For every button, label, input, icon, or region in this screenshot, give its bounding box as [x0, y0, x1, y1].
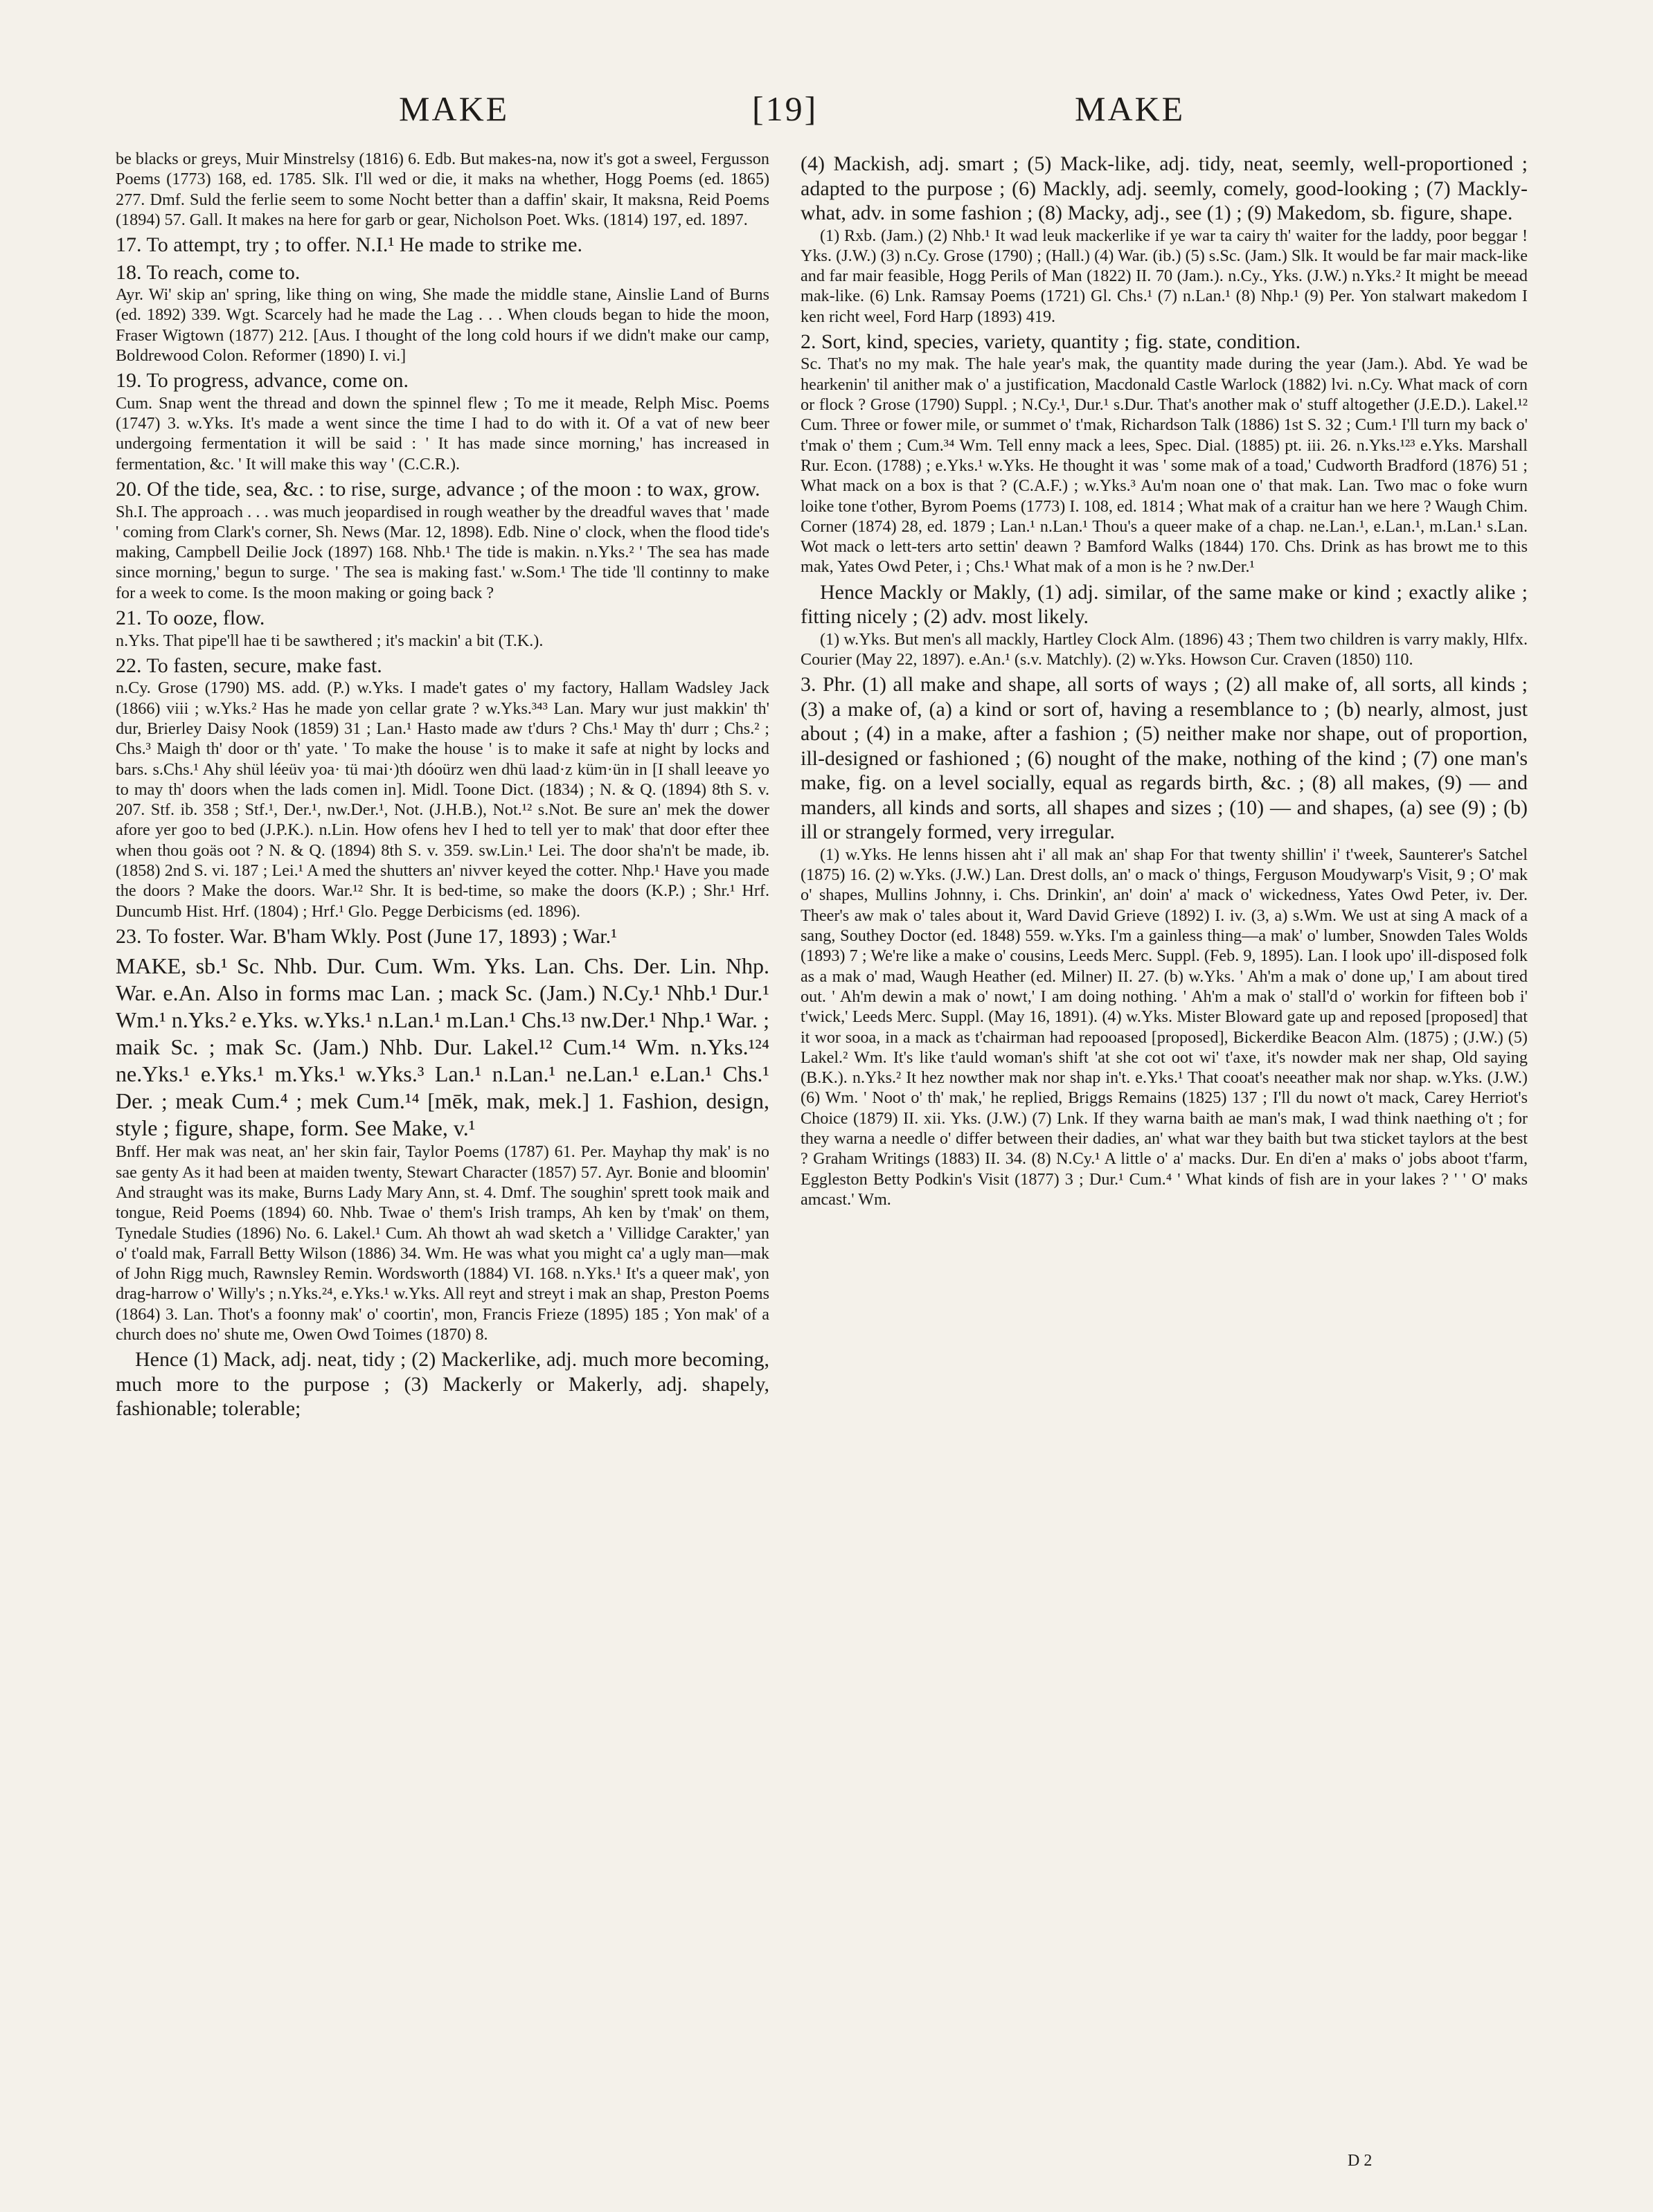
left-column — [116, 149, 769, 2157]
headword-entry: MAKE, sb.¹ Sc. Nhb. Dur. Cum. Wm. Yks. Lan. Chs. Der. Lin. Nhp. War. e.An. Also in forms mac Lan. ; mack Sc. (Jam.) N.Cy.¹ Nhb.¹ Dur.¹ Wm.¹ n.Yks.² e.Yks. w.Yks.¹ n.Lan.¹ m.Lan.¹ Chs.¹³ nw.Der.¹ Nhp.¹ War. ; maik Sc. ; mak Sc. (Jam.) Nhb. Dur. Lakel.¹² Cum.¹⁴ Wm. n.Yks.¹²⁴ ne.Yks.¹ e.Yks.¹ m.Yks.¹ w.Yks.³ Lan.¹ n.Lan.¹ ne.Lan.¹ e.Lan.¹ Chs.¹ Der. ; meak Cum.⁴ ; mek Cum.¹⁴ [mēk, mak, mek.] 1. Fashion, design, style ; figure, shape, form. See Make, v.¹ — [116, 953, 769, 1141]
citation-paragraph: Cum. Snap went the thread and down the spinnel flew ; To me it meade, Relph Misc. Poems (1747) 3. w.Yks. It's made a went since the time I had to do with it. Of a vat of new beer undergoing fermentation it will be said : ' It has made since morning,' has increased in fermentation, &c. ' It will make this way ' (C.C.R.). — [116, 393, 769, 474]
citation-paragraph: (1) w.Yks. He lenns hissen aht i' all mak an' shap For that twenty shillin' i' t'week, Saunterer's Satchel (1875) 16. (2) w.Yks. (J.W.) Lan. Drest dolls, an' o mack o' things, Ferguson Moudywarp's Visit, 9 ; O' mak o' shapes, Mullins Johnny, i. Chs. Drinkin', an' doin' a' mack o' wickedness, Yates Owd Peter, iv. Der. Theer's aw mak o' tales about it, Ward David Grieve (1892) I. iv. (3, a) s.Wm. We ust at sing A mack of a sang, Southey Doctor (ed. 1848) 559. w.Yks. I'm a gainless thing—a mak' o' lumber, Snowden Tales Wolds (1893) 7 ; We're like a make o' cousins, Leeds Merc. Suppl. (Feb. 9, 1895). Lan. I look upo' ill-disposed folk as a mak o' mad, Waugh Heather (ed. Milner) II. 27. (b) w.Yks. ' Ah'm a mak o' done up,' I am about tired out. ' Ah'm dewin a mak o' nowt,' I am doing nothing. ' Ah'm a mak o' stall'd o' workin for fifteen bob i' t'wick,' Leeds Merc. Suppl. (May 16, 1891). (4) w.Yks. Mister Bloward gate up and reposed [proposed] that it wor sooa, in a mack as t'chairman had repooased [proposed], Bickerdike Beacon Alm. (1875) ; (J.W.) (5) Lakel.² Wm. It's like t'auld woman's shift 'at she cot oot wi' t'axe, it's nowder mak ner shap, Old saying (B.K.). n.Yks.² It hez nowther mak nor shap in't. e.Yks.¹ That cooat's neeather mak nor shap. w.Yks. (J.W.) (6) Wm. ' Noot o' th' mak,' he replied, Briggs Remains (1825) 137 ; I'll du nowt o't mack, Carey Herriot's Choice (1879) II. xii. Yks. (J.W.) (7) Lnk. If they warna baith ae man's mak, I wad think naething o't ; for they warna a needle o' differ between their dadies, an' what war they baith but twa sticket taylors at the best ? Graham Writings (1883) II. 34. (8) N.Cy.¹ A little o' a' macks. Dur. En di'en a' maks o' jobs aboot t'farm, Eggleston Betty Podkin's Visit (1877) 3 ; Dur.¹ Cum.⁴ ' What kinds of fish are in your lakes ? ' ' O' maks amcast.' Wm. — [801, 845, 1528, 1209]
signature-mark: D 2 — [1348, 2152, 1373, 2170]
header-right-word: MAKE — [1075, 89, 1186, 128]
sense-definition: 18. To reach, come to. — [116, 260, 301, 284]
sense-definition: (4) Mackish, adj. smart ; (5) Mack-like, adj. tidy, neat, seemly, well-proportioned ; adapted to the purpose ; (6) Mackly, adj. seemly, comely, good-looking ; (7) Mackly-what, adv. in some fashion ; (8) Macky, adj., see (1) ; (9) Makedom, sb. figure, shape. — [801, 152, 1528, 224]
sense-definition: Hence (1) Mack, adj. neat, tidy ; (2) Mackerlike, adj. much more becoming, much more to the purpose ; (3) Mackerly or Makerly, adj. shapely, fashionable; tolerable; — [116, 1348, 769, 1421]
page-number: [19] — [752, 89, 819, 128]
right-column — [801, 149, 1528, 2157]
citation-paragraph: (1) w.Yks. But men's all mackly, Hartley Clock Alm. (1896) 43 ; Them two children is varry makly, Hlfx. Courier (May 22, 1897). e.An.¹ (s.v. Matchly). (2) w.Yks. Howson Cur. Craven (1850) 110. — [801, 629, 1528, 669]
citation-paragraph: n.Yks. That pipe'll hae ti be sawthered ; it's mackin' a bit (T.K.). — [116, 631, 544, 650]
citation-paragraph: Sh.I. The approach . . . was much jeopardised in rough weather by the dreadful waves that ' made ' coming from Clark's corner, Sh. News (Mar. 12, 1898). Edb. Nine o' clock, when the flood tide's making, Campbell Deilie Jock (1897) 168. Nhb.¹ The tide is makin. n.Yks.² ' The sea has made since morning,' begun to surge. ' The sea is making fast.' w.Som.¹ The tide 'll continny to make for a week to come. Is the moon making or going back ? — [116, 502, 769, 602]
citation-paragraph: Sc. That's no my mak. The hale year's mak, the quantity made during the year (Jam.). Abd. Ye wad be hearkenin' til anither mak o' a justification, Macdonald Castle Warlock (1882) lvi. n.Cy. What mack of corn or flock ? Grose (1790) Suppl. ; N.Cy.¹, Dur.¹ s.Dur. That's another mak o' stuff altogether (J.E.D.). Lakel.¹² Cum. Three or fower mile, or summet o' t'mak, Richardson Talk (1886) 1st S. 32 ; Cum.¹ I'll turn my back o' t'mak o' them ; Cum.³⁴ Wm. Tell enny mack a lees, Spec. Dial. (1885) pt. iii. 26. n.Yks.¹²³ e.Yks. Marshall Rur. Econ. (1788) ; e.Yks.¹ w.Yks. He thought it was ' some mak of a toad,' Cudworth Bradford (1876) 51 ; What mack on a box is that ? (C.A.F.) ; w.Yks.³ Au'm noan one o' that mak. Lan. Two mac o foke wurn loike tone t'other, Byrom Poems (1773) I. 108, ed. 1814 ; What mak of a craitur han we here ? Waugh Chim. Corner (1874) 28, ed. 1879 ; Lan.¹ n.Lan.¹ Thou's a queer make of a chap. ne.Lan.¹, e.Lan.¹, m.Lan.¹ s.Lan. Wot mack o lett-ters arto settin' deawn ? Bamford Walks (1844) 170. Chs. Drink as has browt me to this mak, Yates Owd Peter, i ; Chs.¹ What mak of a mon is he ? nw.Der.¹ — [801, 354, 1528, 577]
sense-definition: 20. Of the tide, sea, &c. : to rise, surge, advance ; of the moon : to wax, grow. — [116, 478, 760, 501]
sense-definition: 19. To progress, advance, come on. — [116, 369, 409, 393]
header-left-word: MAKE — [399, 89, 510, 128]
running-header — [0, 89, 1653, 130]
citation-paragraph: (1) Rxb. (Jam.) (2) Nhb.¹ It wad leuk mackerlike if ye war ta cairy th' waiter for the laddy, poor beggar ! Yks. (J.W.) (3) n.Cy. Grose (1790) ; (Hall.) (4) War. (ib.) (5) s.Sc. (Jam.) Slk. It would be far mair mack-like and far mair feasible, Hogg Perils of Man (1822) II. 70 (Jam.). n.Cy., Yks. (J.W.) n.Yks.² It might be meead mak-like. (6) Lnk. Ramsay Poems (1721) Gl. Chs.¹ (7) n.Lan.¹ (8) Nhp.¹ (9) Per. Yon stalwart makedom I ken richt weel, Ford Harp (1893) 419. — [801, 226, 1528, 326]
sense-definition: 21. To ooze, flow. — [116, 606, 265, 630]
sense-definition: 2. Sort, kind, species, variety, quantity ; fig. state, condition. — [801, 330, 1301, 353]
sense-definition: Hence Mackly or Makly, (1) adj. similar, of the same make or kind ; exactly alike ; fitting nicely ; (2) adv. most likely. — [801, 580, 1528, 629]
citation-paragraph: be blacks or greys, Muir Minstrelsy (1816) 6. Edb. But makes-na, now it's got a sweel, Fergusson Poems (1773) 168, ed. 1785. Slk. I'll wed or die, it maks na whether, Hogg Poems (ed. 1865) 277. Dmf. Suld the ferlie seem to some Nocht better than a daffin' skair, It maksna, Reid Poems (1894) 57. Gall. It makes na here for garb or gear, Nicholson Poet. Wks. (1814) 197, ed. 1897. — [116, 150, 769, 229]
sense-definition: 3. Phr. (1) all make and shape, all sorts of ways ; (2) all make of, all sorts, all kinds ; (3) a make of, (a) a kind or sort of, having a resemblance to ; (b) nearly, almost, just about ; (4) in a make, after a fashion ; (5) neither make nor shape, out of proportion, ill-designed or fashioned ; (6) nought of the make, nothing of the kind ; (7) one man's make, fig. on a level socially, equal as regards birth, &c. ; (8) all makes, (9) — and manders, all kinds and sorts, all shapes and sizes ; (10) — and shapes, (a) see (9) ; (b) ill or strangely formed, very irregular. — [801, 673, 1528, 844]
citation-paragraph: Ayr. Wi' skip an' spring, like thing on wing, She made the middle stane, Ainslie Land of Burns (ed. 1892) 339. Wgt. Scarcely had he made the Lag . . . When clouds began to hide the moon, Fraser Wigtown (1877) 212. [Aus. I thought of the long cold hours if we didn't make our camp, Boldrewood Colon. Reformer (1890) I. vi.] — [116, 285, 769, 366]
sense-definition: 22. To fasten, secure, make fast. — [116, 654, 382, 677]
citation-paragraph: n.Cy. Grose (1790) MS. add. (P.) w.Yks. I made't gates o' my factory, Hallam Wadsley Jack (1866) viii ; w.Yks.² Has he made yon cellar grate ? w.Yks.³⁴³ Lan. Mary wur just makkin' th' dur, Brierley Daisy Nook (1859) 31 ; Lan.¹ Hasto made aw t'durs ? Chs.¹ May th' durr ; Chs.² ; Chs.³ Maigh th' door or th' yate. ' To make the house ' is to make it safe at night by locks and bars. s.Chs.¹ Ahy shül léeüv yoa· tü mai·)th dóoürz wen dhü laad·z küm·ün in [I shall leeave yo to may th' doors when the lads comen in]. Midl. Toone Dict. (1834) ; N. & Q. (1894) 8th S. v. 207. Stf. ib. 358 ; Stf.¹, Der.¹, nw.Der.¹, Not. (J.H.B.), Not.¹² s.Not. Be sure an' mek the dower afore yer goo to bed (J.P.K.). n.Lin. How ofens hev I hed to tell yer to mak' that door efter thee when thou goäs oot ? N. & Q. (1894) 8th S. v. 359. sw.Lin.¹ Lei. The door sha'n't be made, ib. (1858) 2nd S. vi. 187 ; Lei.¹ A med the shutters an' nivver keyed the cotter. Nhp.¹ Have you made the doors ? Make the doors. War.¹² Shr. It is bed-time, so make the doors (K.P.) ; Shr.¹ Hrf. Duncumb Hist. Hrf. (1804) ; Hrf.¹ Glo. Pegge Derbicisms (ed. 1896). — [116, 678, 769, 921]
citation-paragraph: Bnff. Her mak was neat, an' her skin fair, Taylor Poems (1787) 61. Per. Mayhap thy mak' is no sae genty As it had been at maiden twenty, Stewart Character (1857) 57. Ayr. Bonie and bloomin' And straught was its make, Burns Lady Mary Ann, st. 4. Dmf. The soughin' sprett took maik and tongue, Reid Poems (1894) 60. Nhb. Twae o' them's Irish tramps, Ah ken by t'mak' on them, Tynedale Studies (1896) No. 6. Lakel.¹ Cum. Ah thowt ah wad sketch a ' Villidge Carakter,' yan o' t'oald mak, Farrall Betty Wilson (1886) 34. Wm. He was what you might ca' a ugly man—mak of John Rigg much, Rawnsley Remin. Wordsworth (1884) VI. 168. n.Yks.¹ It's a queer mak', yon drag-harrow o' Willy's ; n.Yks.²⁴, e.Yks.¹ w.Yks. All reyt and streyt i mak an shap, Preston Poems (1864) 3. Lan. Thot's a foonny mak' o' coortin', mon, Francis Frieze (1895) 185 ; Yon mak' of a church does no' shute me, Owen Owd Toimes (1870) 8. — [116, 1142, 769, 1345]
sense-definition: 17. To attempt, try ; to offer. N.I.¹ He made to strike me. — [116, 233, 582, 257]
sense-definition: 23. To foster. War. B'ham Wkly. Post (June 17, 1893) ; War.¹ — [116, 924, 618, 948]
